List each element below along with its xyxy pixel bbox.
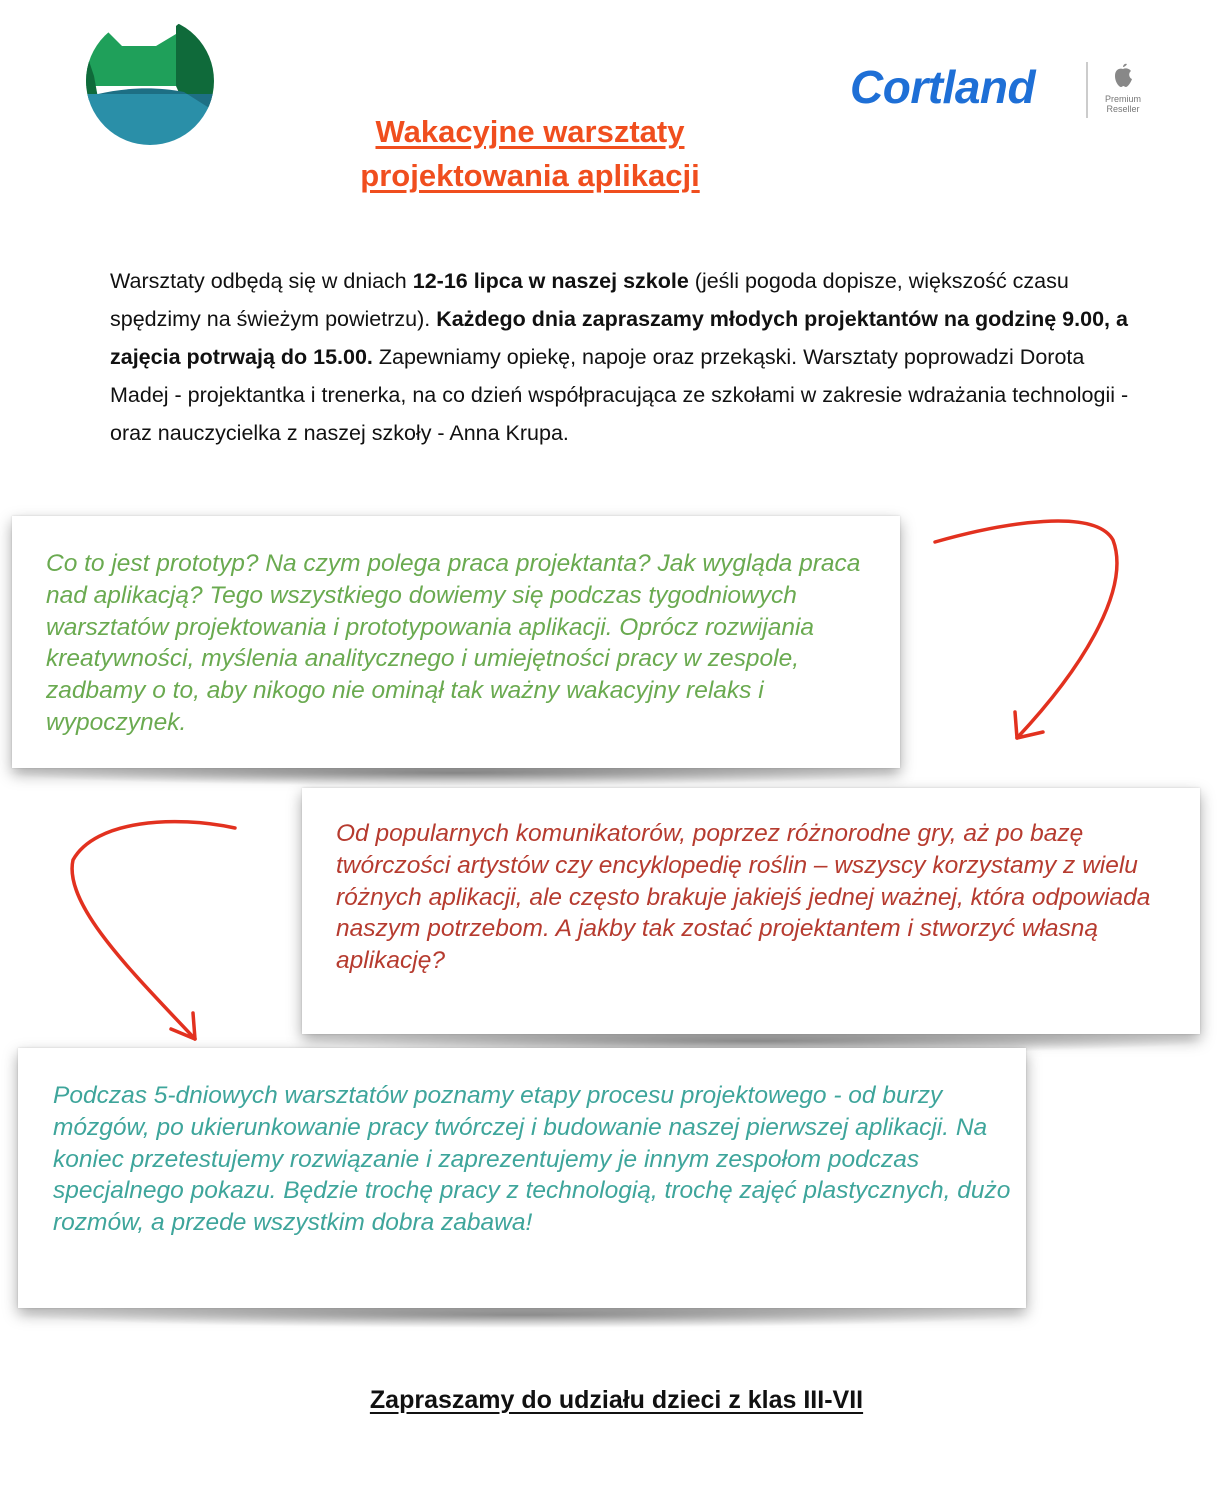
intro-paragraph xyxy=(110,262,1140,452)
info-card-apps xyxy=(302,788,1200,1034)
badge-premium: Premium xyxy=(1104,94,1141,104)
title-line-1: Wakacyjne warsztaty xyxy=(375,114,685,149)
brand-divider xyxy=(1086,62,1088,118)
card3-text: Podczas 5-dniowych warsztatów poznamy etapy procesu projektowego - od burzy mózgów, po ukierunkowanie pracy twórczej i budowanie naszej pierwszej aplikacji. Na koniec przetestujemy rozwiązanie i zaprezentujemy je innym zespołom podczas specjalnego pokazu. Będzie trochę pracy z technologią, trochę zajęć plastycznych, dużo rozmów, a przede wszystkim dobra zabawa! xyxy=(53,1082,1011,1237)
card1-text: Co to jest prototyp? Na czym polega praca projektanta? Jak wygląda praca nad aplikacją? Tego wszystkiego dowiemy się podczas tygodniowych warsztatów projektowania i prototypowania aplikacji. Oprócz rozwijania kreatywności, myślenia analitycznego i umiejętności pracy w zespole, zadbamy o to, aby nikogo nie ominął tak ważny wakacyjny relaks i wypoczynek. xyxy=(46,550,861,736)
intro-text-3: Zapewniamy opiekę, napoje oraz przekąski. Warsztaty poprowadzi Dorota Madej - projektantka i trenerka, na co dzień współpracująca ze szkołami w zakresie wdrażania technologii - oraz nauczycielka z naszej szkoły - Anna Krupa. xyxy=(110,345,1129,445)
page-title xyxy=(300,110,760,198)
title-line-2: projektowania aplikacji xyxy=(360,158,700,193)
card2-text: Od popularnych komunikatorów, poprzez różnorodne gry, aż po bazę twórczości artystów czy encyklopedię roślin – wszyscy korzystamy z wielu różnych aplikacji, ale często brakuje jakiejś jednej ważnej, która odpowiada naszym potrzebom. A jakby tak zostać projektantem i stworzyć własną aplikację? xyxy=(336,820,1151,975)
intro-text-2: (jeśli pogoda dopisze, większość czasu spędzimy na świeżym powietrzu). xyxy=(110,269,1069,331)
apple-icon xyxy=(1112,62,1134,88)
info-card-workshop xyxy=(18,1048,1026,1308)
intro-text-1: Warsztaty odbędą się w dniach xyxy=(110,269,413,293)
badge-reseller: Reseller xyxy=(1106,104,1140,114)
school-logo xyxy=(64,16,236,146)
footer-invitation: Zapraszamy do udziału dzieci z klas III-VII xyxy=(369,1386,864,1414)
info-card-prototype xyxy=(12,516,900,768)
curved-arrow-left-icon xyxy=(55,815,255,1055)
intro-bold-1: 12-16 lipca w naszej szkole xyxy=(412,269,689,293)
curved-arrow-right-icon xyxy=(925,510,1135,750)
cortland-logo xyxy=(850,58,1150,120)
intro-bold-2: Każdego dnia zapraszamy młodych projektantów na godzinę 9.00, a zajęcia potrwają do 15.00. xyxy=(110,307,1128,369)
brand-name: Cortland xyxy=(850,61,1036,113)
